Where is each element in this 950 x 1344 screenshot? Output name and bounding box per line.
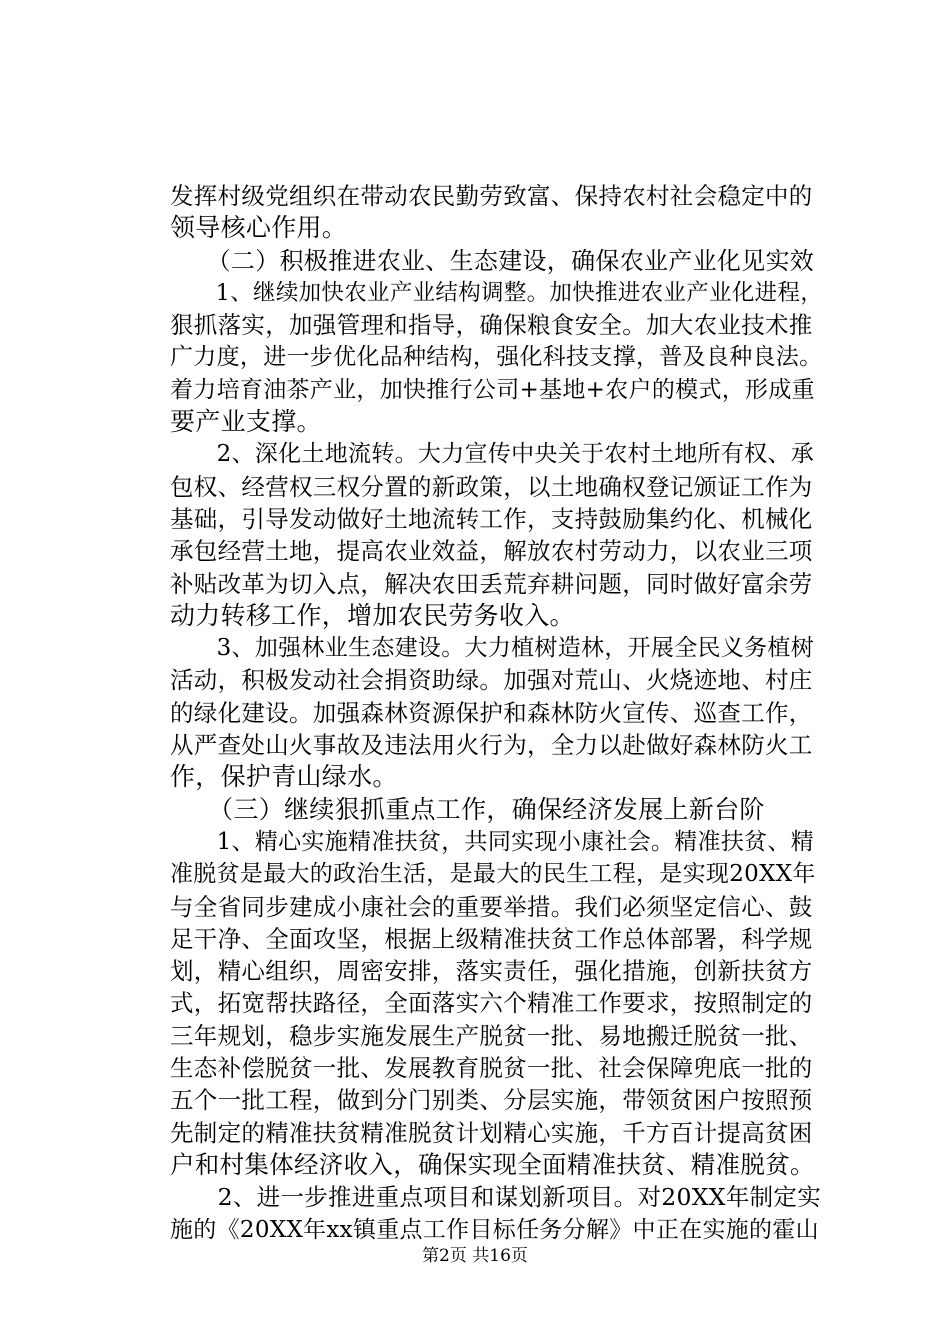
text-line: 足干净、全面攻坚，根据上级精准扶贫工作总体部署，科学规 [170, 924, 813, 953]
text-line: 狠抓落实，加强管理和指导，确保粮食安全。加大农业技术推 [170, 311, 813, 340]
text-line: 动力转移工作，增加农民劳务收入。 [170, 600, 575, 630]
text-line: 包权、经营权三权分置的新政策，以土地确权登记颁证工作为 [170, 472, 813, 501]
text-line: 1、继续加快农业产业结构调整。加快推进农业产业化进程， [170, 279, 824, 306]
text-line: 着力培育油茶产业，加快推行公司+基地+农户的模式，形成重 [170, 376, 815, 403]
text-line: 准脱贫是最大的政治生活，是最大的民生工程，是实现20XX年 [170, 861, 816, 888]
text-line: 先制定的精准扶贫精准脱贫计划精心实施，千方百计提高贫困 [170, 1118, 813, 1147]
page-footer: 第2页 共16页 [422, 1246, 528, 1266]
text-line: 从严查处山火事故及违法用火行为，全力以赴做好森林防火工 [170, 731, 813, 760]
text-line: 承包经营土地，提高农业效益，解放农村劳动力，以农业三项 [170, 537, 813, 566]
text-line: （二）积极推进农业、生态建设，确保农业产业化见实效 [170, 246, 815, 275]
text-line: 生态补偿脱贫一批、发展教育脱贫一批、社会保障兜底一批的 [170, 1054, 813, 1083]
text-line: 施的《20XX年xx镇重点工作目标任务分解》中正在实施的霍山 [170, 1216, 819, 1243]
text-line: 五个一批工程，做到分门别类、分层实施，带领贫困户按照预 [170, 1086, 813, 1115]
text-line: 广力度，进一步优化品种结构，强化科技支撑，普及良种良法。 [170, 344, 823, 371]
text-line: 划，精心组织，周密安排，落实责任，强化措施，创新扶贫方 [170, 957, 813, 986]
text-line: 式，拓宽帮扶路径，全面落实六个精准工作要求，按照制定的 [170, 989, 813, 1018]
text-line: 1、精心实施精准扶贫，共同实现小康社会。精准扶贫、精 [170, 828, 815, 855]
text-line: 发挥村级党组织在带动农民勤劳致富、保持农村社会稳定中的 [170, 182, 813, 210]
document-body [170, 180, 825, 1246]
text-line: （三）继续狠抓重点工作，确保经济发展上新台阶 [170, 794, 765, 824]
text-line: 活动，积极发动社会捐资助绿。加强对荒山、火烧迹地、村庄 [170, 666, 813, 695]
text-line: 领导核心作用。 [170, 213, 348, 243]
text-line: 2、进一步推进重点项目和谋划新项目。对20XX年制定实 [170, 1183, 822, 1212]
text-line: 要产业支撑。 [170, 407, 322, 437]
text-line: 与全省同步建成小康社会的重要举措。我们必须坚定信心、鼓 [170, 892, 813, 921]
text-line: 3、加强林业生态建设。大力植树造林，开展全民义务植树 [170, 635, 815, 662]
text-line: 作，保护青山绿水。 [170, 762, 398, 792]
text-line: 2、深化土地流转。大力宣传中央关于农村土地所有权、承 [170, 441, 815, 468]
text-line: 基础，引导发动做好土地流转工作，支持鼓励集约化、机械化 [170, 504, 813, 533]
text-line: 三年规划，稳步实施发展生产脱贫一批、易地搬迁脱贫一批、 [170, 1021, 813, 1050]
text-line: 补贴改革为切入点，解决农田丢荒弃耕问题，同时做好富余劳 [170, 569, 813, 598]
text-line: 的绿化建设。加强森林资源保护和森林防火宣传、巡查工作， [170, 698, 813, 727]
text-line: 户和村集体经济收入，确保实现全面精准扶贫、精准脱贫。 [170, 1149, 815, 1179]
